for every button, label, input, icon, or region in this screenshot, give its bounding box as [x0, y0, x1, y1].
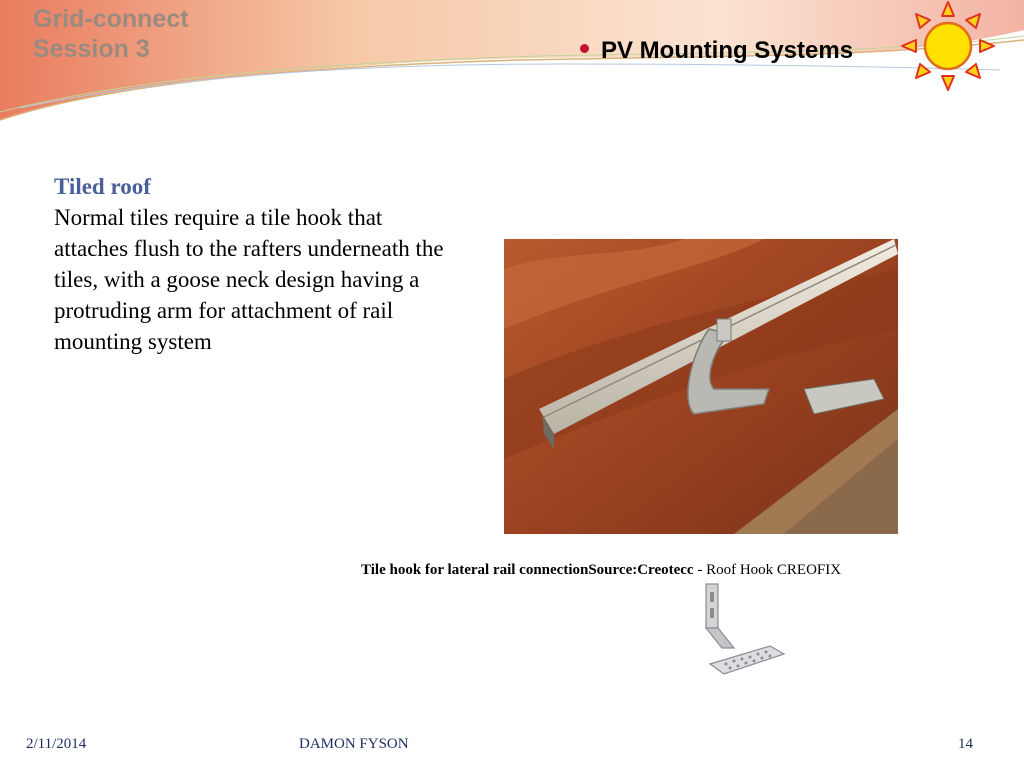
deck-title-line2: Session 3: [33, 35, 150, 63]
footer-date: 2/11/2014: [26, 736, 87, 752]
slide-title-text: PV Mounting Systems: [601, 37, 854, 64]
deck-title-line1: Grid-connect: [33, 5, 189, 33]
tile-hook-roof-photo: [504, 239, 898, 534]
figure-caption: [361, 560, 841, 580]
roof-hook-product-image: [690, 582, 790, 686]
footer-page-number: 14: [958, 736, 973, 752]
caption-source-text: - Roof Hook CREOFIX: [693, 562, 842, 578]
sun-icon: [898, 0, 998, 92]
caption-bold-text: Tile hook for lateral rail connectionSource:Creotecc: [361, 562, 694, 578]
deck-title: [33, 4, 189, 64]
content-paragraph: Normal tiles require a tile hook that attaches flush to the rafters underneath the tiles, with a goose neck design having a protruding arm for attachment of rail mounting system: [54, 205, 444, 354]
footer-author: DAMON FYSON: [299, 736, 409, 752]
content-text-block: [54, 171, 444, 357]
content-heading: Tiled roof: [54, 174, 151, 199]
slide-title: [580, 36, 853, 66]
bullet-icon: [580, 44, 589, 53]
